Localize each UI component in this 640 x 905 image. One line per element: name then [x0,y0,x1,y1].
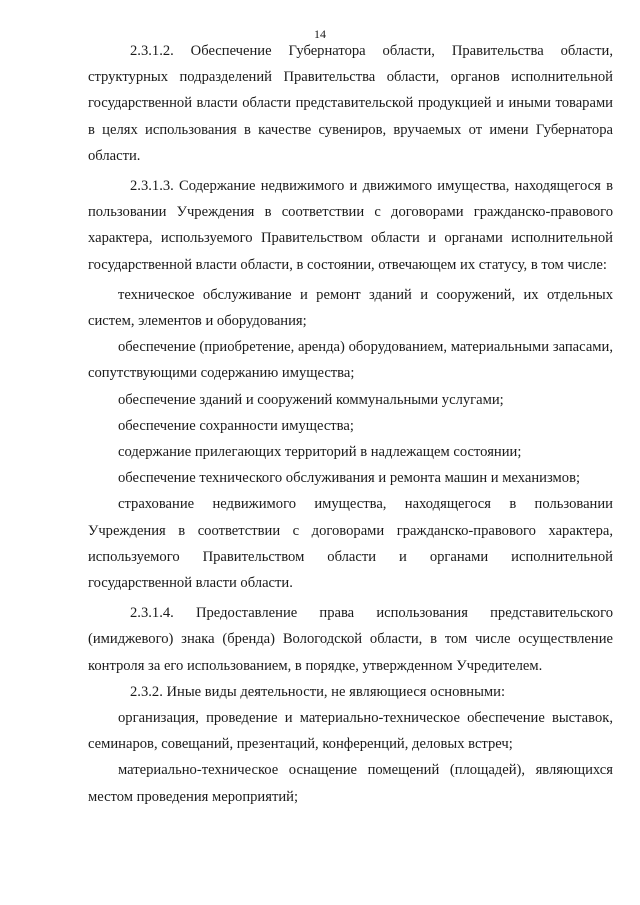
paragraph-2-3-2: 2.3.2. Иные виды деятельности, не являющиеся основными: [130,683,506,700]
list-item-security: обеспечение сохранности имущества; [118,417,354,434]
list-item-utilities: обеспечение зданий и сооружений коммунальными услугами; [118,391,504,408]
list-item-supplies: обеспечение (приобретение, аренда) оборудованием, материальными запасами, сопутствующими содержанию имущества; [88,339,613,382]
list-item-maintenance: техническое обслуживание и ремонт зданий и сооружений, их отдельных систем, элементов и оборудования; [88,286,613,330]
document-body [88,38,613,810]
paragraph-2-3-1-4: 2.3.1.4. Предоставление права использования представительского (имиджевого) знака (бренда) Вологодской области, в том числе осуществление контроля за его использованием, в порядке, утвержденном Учредителем. [88,605,613,674]
paragraph-2-3-1-2: 2.3.1.2. Обеспечение Губернатора области, Правительства области, структурных подразделений Правительства области, органов исполнительной государственной власти области представительской продукцией и иными товарами в целях использования в качестве сувениров, вручаемых от имени Губернатора области. [88,43,613,164]
paragraph-2-3-1-3: 2.3.1.3. Содержание недвижимого и движимого имущества, находящегося в пользовании Учреждения в соответствии с договорами гражданско-правового характера, используемого Правительством области и органами исполнительной государственной власти области, в состоянии, отвечающем их статусу, в том числе: [88,178,613,273]
list-item-events: организация, проведение и материально-техническое обеспечение выставок, семинаров, совещаний, презентаций, конференций, деловых встреч; [88,710,613,753]
list-item-vehicles: обеспечение технического обслуживания и ремонта машин и механизмов; [118,470,581,487]
list-item-territory: содержание прилегающих территорий в надлежащем состоянии; [118,444,522,461]
list-item-premises: материально-техническое оснащение помещений (площадей), являющихся местом проведения мероприятий; [88,762,613,805]
page-number: 14 [314,27,326,41]
list-item-insurance: страхование недвижимого имущества, находящегося в пользовании Учреждения в соответствии с договорами гражданско-правового характера, используемого Правительством области и органами исполнительной государственной власти области. [88,496,613,592]
